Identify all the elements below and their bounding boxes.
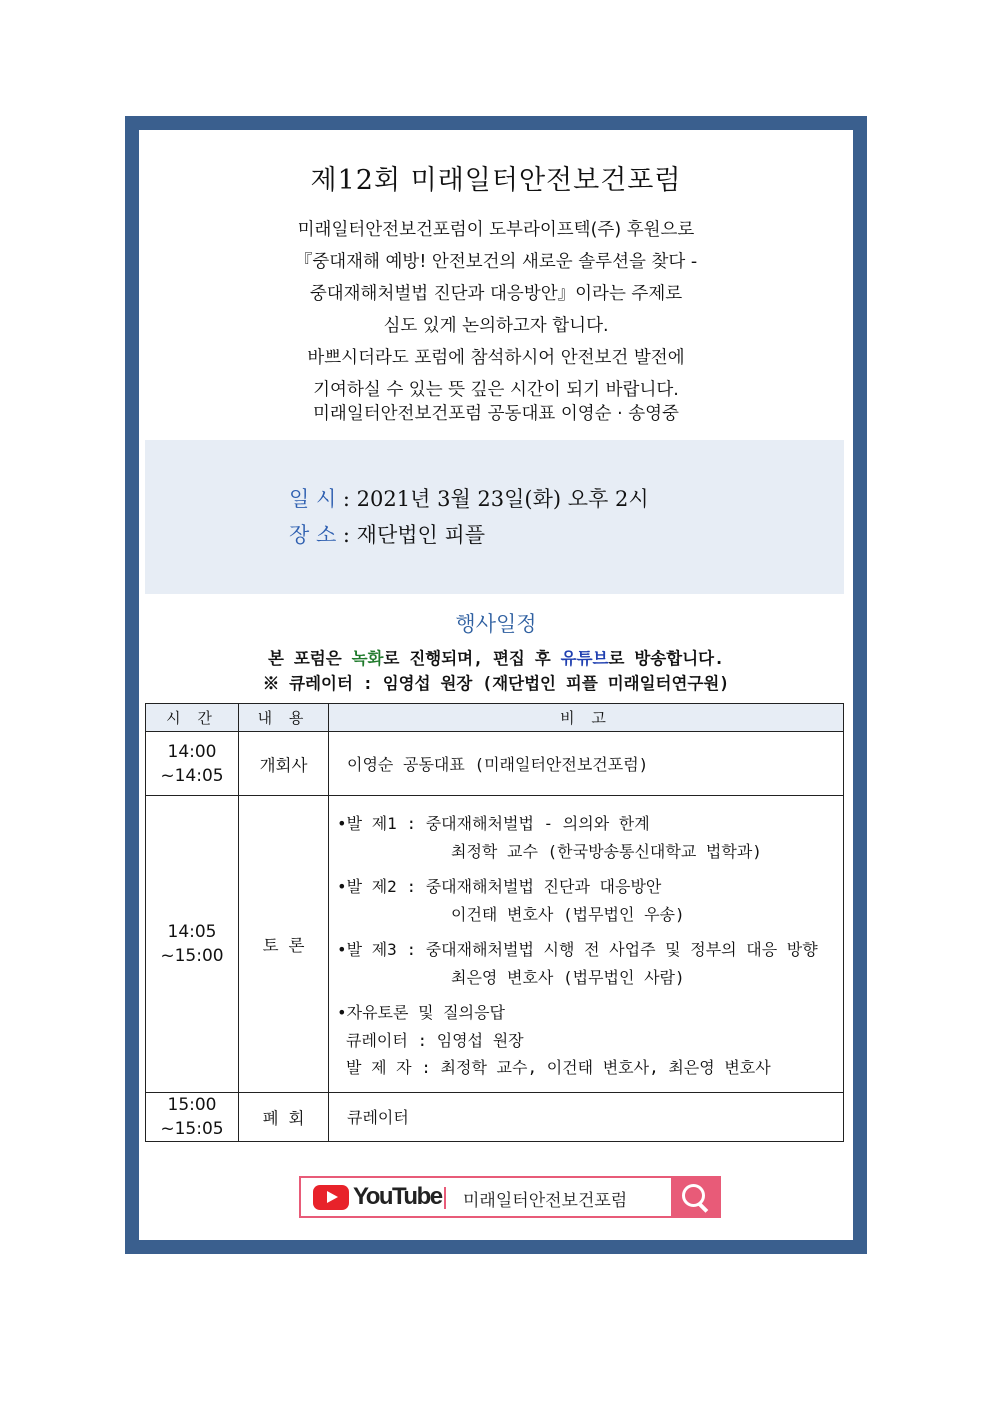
notice-text: 로 진행되며, 편집 후: [383, 649, 561, 668]
presentation-item: •발 제2 : 중대재해처벌법 진단과 대응방안: [337, 877, 662, 896]
intro-text: [139, 214, 853, 406]
time-start: 15:00: [167, 1094, 217, 1115]
curator-notice: ※ 큐레이터 : 임영섭 원장 (재단법인 피플 미래일터연구원): [262, 674, 730, 693]
presenter: 최은영 변호사 (법무법인 사람): [451, 967, 685, 987]
date-row: [289, 483, 649, 513]
table-row: [146, 796, 844, 1093]
search-button[interactable]: [671, 1178, 719, 1216]
youtube-wordmark: YouTube: [353, 1183, 442, 1210]
content-cell: 토 론: [239, 796, 329, 1093]
table-row: [146, 732, 844, 796]
table-header-row: [146, 704, 844, 732]
broadcast-notice: [139, 645, 853, 669]
time-end: ~15:00: [160, 945, 224, 966]
presentation-item: •발 제1 : 중대재해처벌법 - 의의와 한계: [337, 814, 650, 833]
date-label: 일 시: [289, 487, 337, 511]
header-content: 내 용: [239, 704, 329, 732]
time-cell: [146, 732, 239, 796]
notice-recording: 녹화: [351, 649, 384, 668]
time-start: 14:05: [167, 921, 217, 942]
discussion-item: •자유토론 및 질의응답: [337, 1003, 506, 1022]
page-title: 제12회 미래일터안전보건포럼: [310, 165, 682, 196]
intro-line: 바쁘시더라도 포럼에 참석하시어 안전보건 발전에: [307, 348, 685, 368]
discussion-panel: 발 제 자 : 최정학 교수, 이건태 변호사, 최은영 변호사: [346, 1058, 771, 1077]
notice-youtube: 유튜브: [560, 649, 609, 668]
youtube-search-bar[interactable]: [299, 1176, 721, 1218]
time-cell: [146, 1092, 239, 1141]
youtube-logo-icon: [313, 1185, 349, 1210]
channel-name: 미래일터안전보건포럼: [463, 1191, 628, 1211]
divider: [444, 1187, 446, 1209]
page-frame: [125, 116, 867, 1254]
time-start: 14:00: [167, 741, 217, 762]
intro-line: 기여하실 수 있는 뜻 깊은 시간이 되기 바랍니다.: [313, 380, 679, 400]
event-info-box: [145, 440, 844, 594]
header-note: 비 고: [329, 704, 844, 732]
content-cell: 개회사: [239, 732, 329, 796]
intro-line: 미래일터안전보건포럼이 도부라이프텍(주) 후원으로: [297, 220, 695, 240]
note-cell: 이영순 공동대표 (미래일터안전보건포럼): [329, 732, 844, 796]
signature: 미래일터안전보건포럼 공동대표 이영순 · 송영중: [313, 404, 679, 424]
date-value: : 2021년 3월 23일(화) 오후 2시: [336, 487, 649, 511]
table-row: [146, 1092, 844, 1141]
header-time: 시 간: [146, 704, 239, 732]
notice-text: 로 방송합니다.: [608, 649, 725, 668]
presenter: 이건태 변호사 (법무법인 우송): [451, 904, 685, 924]
place-label: 장 소: [289, 523, 337, 547]
place-value: : 재단법인 피플: [336, 523, 486, 547]
schedule-title: 행사일정: [455, 612, 537, 636]
note-cell: 큐레이터: [329, 1092, 844, 1141]
intro-line: 중대재해처벌법 진단과 대응방안』이라는 주제로: [309, 284, 683, 304]
place-row: [289, 519, 485, 549]
note-cell: [329, 796, 844, 1093]
time-end: ~15:05: [160, 1118, 224, 1139]
presenter: 최정학 교수 (한국방송통신대학교 법학과): [451, 841, 762, 861]
schedule-table: [145, 703, 844, 1142]
intro-line: 『중대재해 예방! 안전보건의 새로운 솔루션을 찾다 -: [294, 252, 698, 272]
discussion-curator: 큐레이터 : 임영섭 원장: [346, 1030, 524, 1050]
time-cell: [146, 796, 239, 1093]
presentation-item: •발 제3 : 중대재해처벌법 시행 전 사업주 및 정부의 대응 방향: [337, 940, 818, 959]
page-content: [139, 130, 853, 1240]
content-cell: 폐 회: [239, 1092, 329, 1141]
intro-line: 심도 있게 논의하고자 합니다.: [383, 316, 609, 336]
notice-text: 본 포럼은: [267, 649, 352, 668]
time-end: ~14:05: [160, 765, 224, 786]
